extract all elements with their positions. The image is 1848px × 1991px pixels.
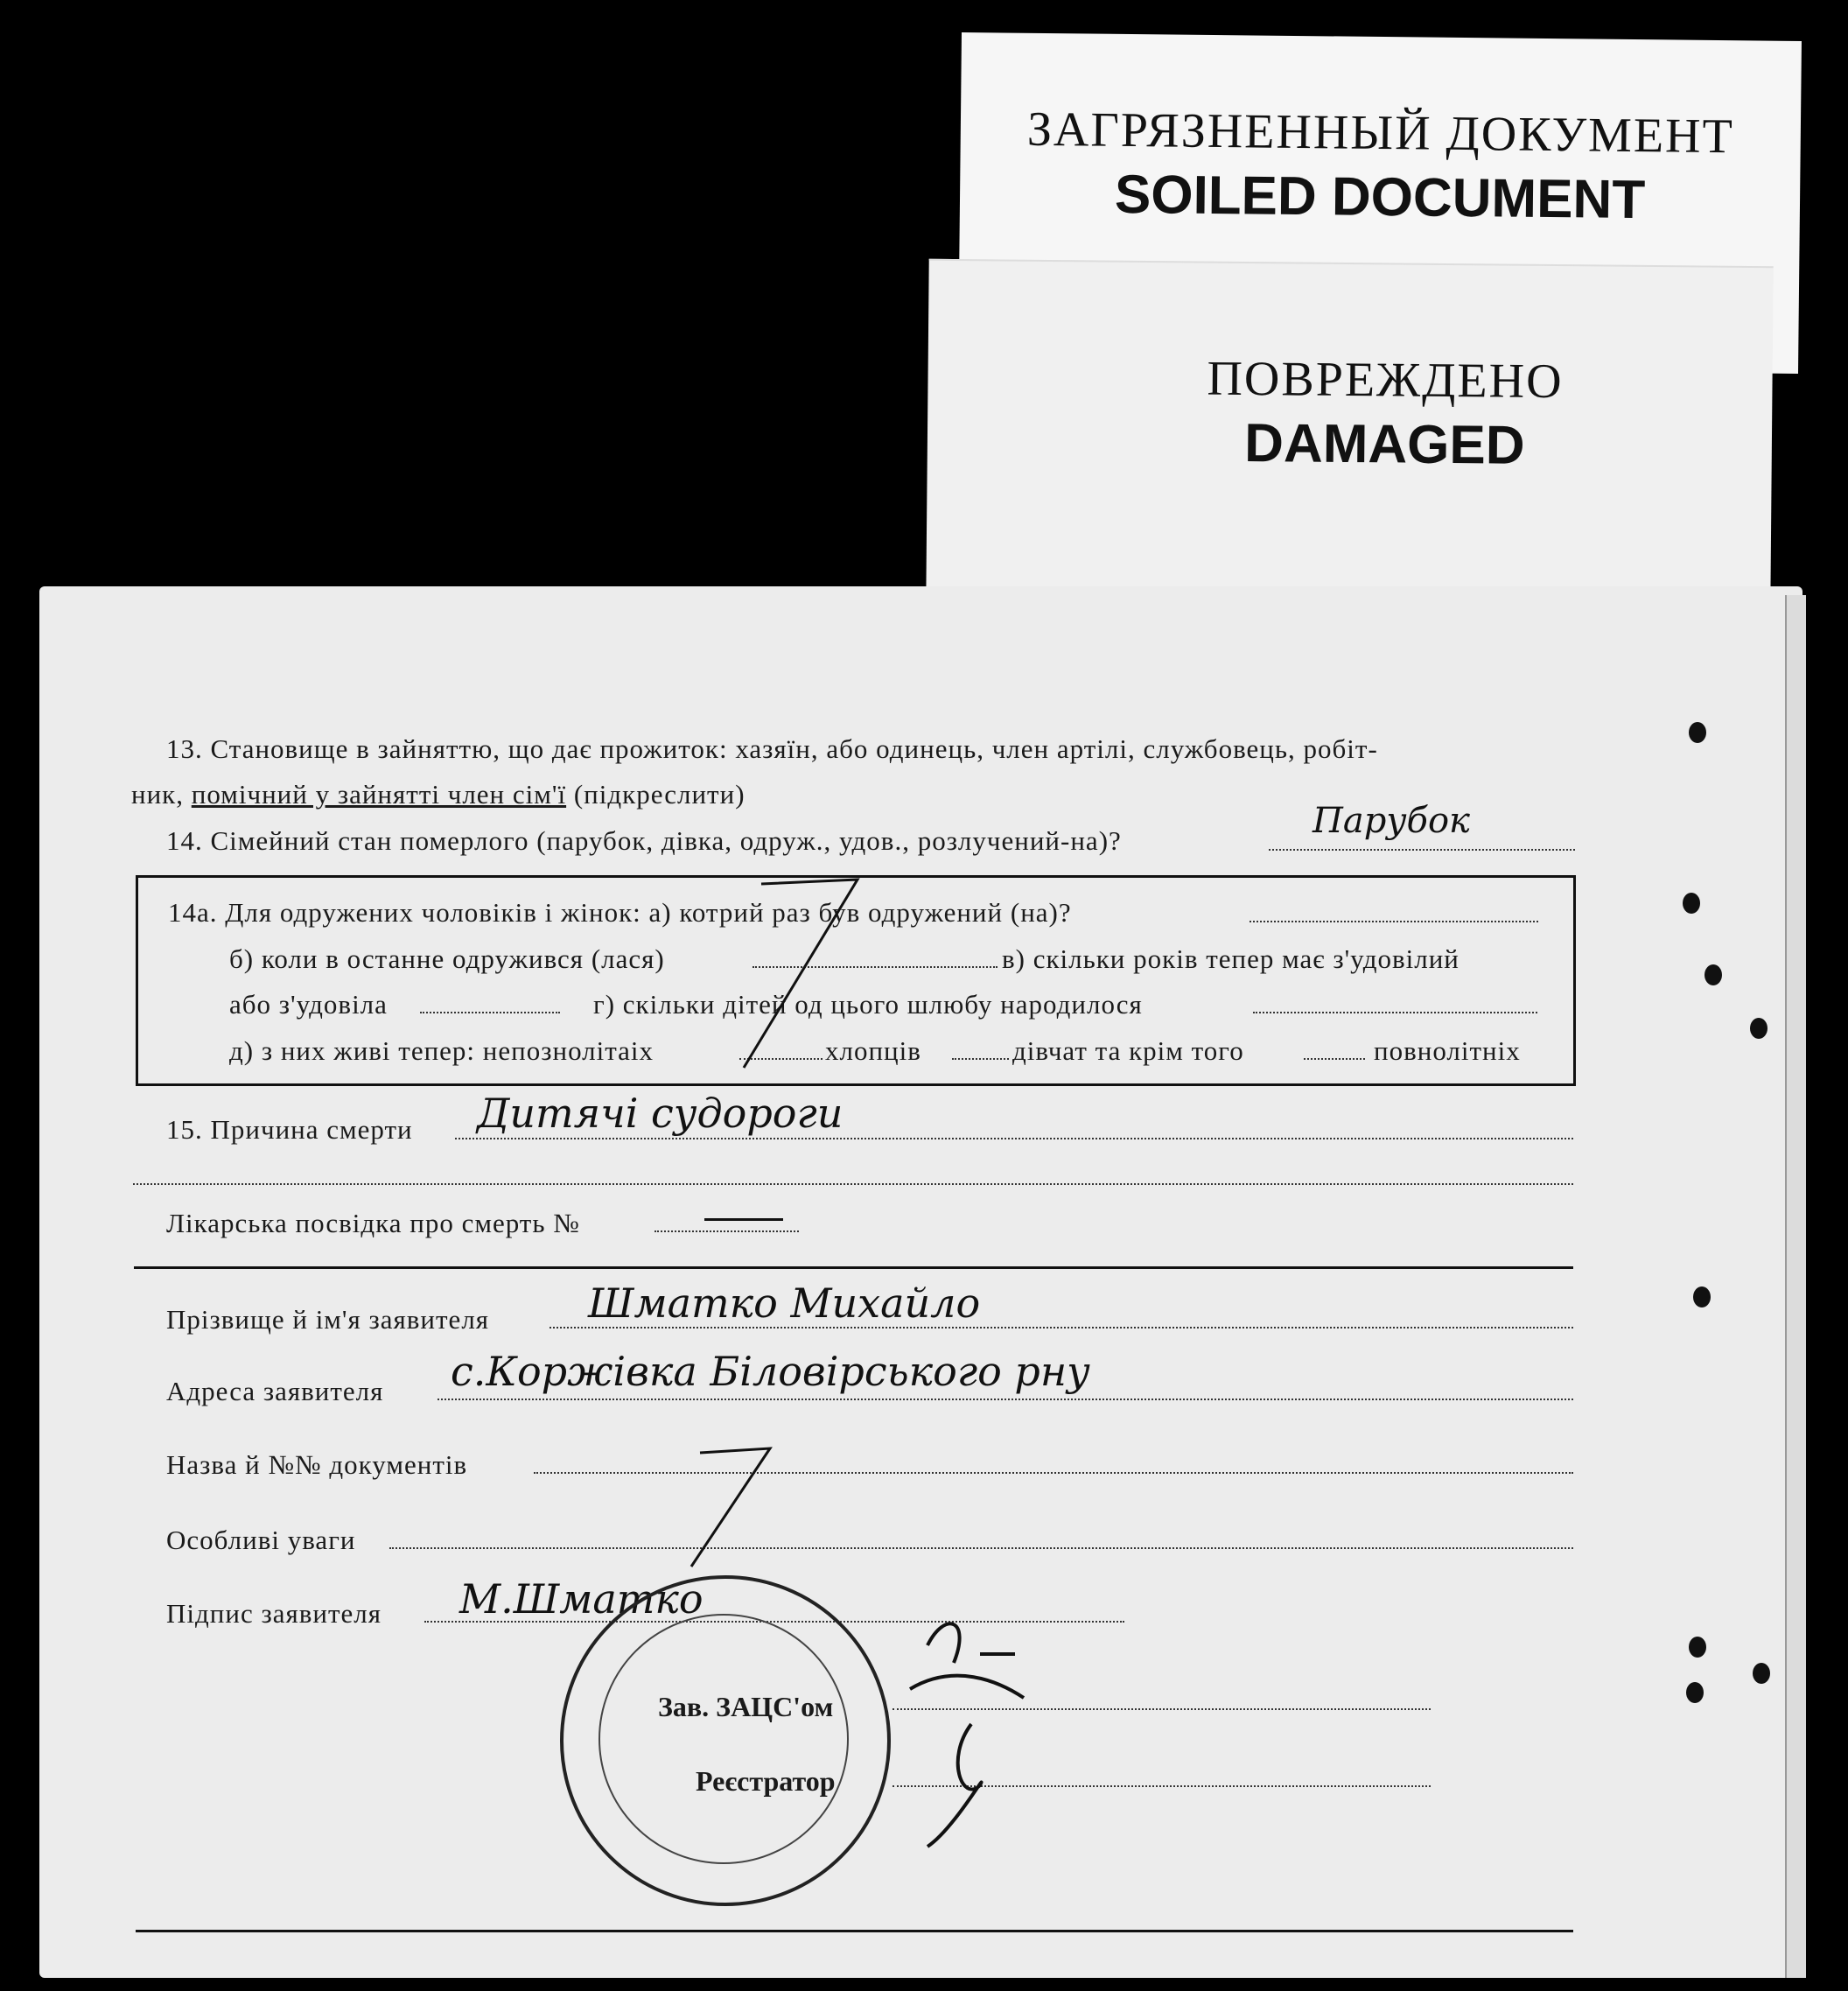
q15-answer-line-2 [133, 1183, 1573, 1185]
applicant-address-line [438, 1399, 1573, 1400]
applicant-address-label: Адреса заявителя [166, 1376, 384, 1406]
damaged-document-label [926, 259, 1773, 609]
q13-line1: 13. Становище в зайняттю, що дає прожиток: хазяїн, або одинець, член артілі, службовець, робіт- [166, 733, 1378, 764]
punch-hole [1704, 964, 1722, 985]
q14a-boys-label: хлопців [825, 1035, 921, 1066]
damaged-label-ru: ПОВРЕЖДЕНО [1207, 351, 1564, 410]
punch-hole [1689, 1637, 1706, 1658]
notes-label: Особливі уваги [166, 1525, 356, 1555]
q13-suffix: (підкреслити) [566, 779, 746, 810]
q14-question: 14. Сімейний стан померлого (парубок, дівка, одруж., удов., розлучений-на)? [166, 825, 1122, 856]
signature-label: Підпис заявителя [166, 1598, 382, 1629]
punch-hole [1683, 893, 1700, 914]
section-divider [134, 1266, 1573, 1269]
q14a-girls-answer-line [1304, 1058, 1365, 1060]
q14a-boys-answer-line [952, 1058, 1009, 1060]
q14a-g-answer-line [1253, 1012, 1537, 1013]
punch-hole [1689, 722, 1706, 743]
applicant-signature-handwritten: М.Шматко [459, 1575, 704, 1623]
q14a-a-answer-line [1250, 921, 1538, 922]
q14a-widowed-answer-line [420, 1012, 560, 1013]
punch-hole [1750, 1018, 1768, 1039]
damaged-label-en: DAMAGED [1243, 412, 1525, 476]
applicant-name-line [550, 1327, 1573, 1329]
documents-label: Назва й №№ документів [166, 1449, 468, 1480]
q14a-adults-label: повнолітніх [1374, 1035, 1521, 1066]
q13-line2 [131, 779, 746, 810]
q14a-girls-label: дівчат та крім того [1012, 1035, 1244, 1066]
q15-answer-handwritten: Дитячі судороги [477, 1090, 844, 1137]
q15-answer-line [455, 1138, 1573, 1139]
q14a-widowed-label: або з'удовіла [229, 989, 388, 1020]
q14-answer-handwritten: Парубок [1312, 801, 1470, 841]
q14a-g-label: г) скільки дітей од цього шлюбу народилося [593, 989, 1143, 1020]
sheet-edge [1785, 595, 1806, 1978]
q13-underlined-choice: помічний у зайнятті член сім'ї [191, 779, 567, 810]
notes-line [389, 1547, 1573, 1549]
strike-mark [682, 1435, 788, 1575]
punch-hole [1693, 1286, 1711, 1307]
head-zags-label: Зав. ЗАЦС'ом [658, 1691, 834, 1722]
bottom-rule [136, 1930, 1573, 1932]
q14a-d-label: д) з них живі тепер: непознолітаіх [229, 1035, 654, 1066]
soiled-label-ru: ЗАГРЯЗНЕННЫЙ ДОКУМЕНТ [1026, 102, 1735, 165]
soiled-label-en: SOILED DOCUMENT [1114, 164, 1646, 231]
medical-certificate-dash [704, 1218, 783, 1221]
q13-prefix: ник, [131, 779, 192, 810]
punch-hole [1686, 1682, 1704, 1703]
medical-certificate-label: Лікарська посвідка про смерть № [166, 1208, 580, 1238]
q14a-b-label: б) коли в останне одружився (лася) [229, 943, 665, 974]
q14-answer-line [1269, 849, 1575, 851]
q14a-v-label: в) скільки років тепер має з'удовілий [1002, 943, 1460, 974]
applicant-name-handwritten: Шматко Михайло [588, 1279, 981, 1327]
registrar-label: Реєстратор [696, 1765, 836, 1797]
strike-mark [726, 875, 866, 1076]
q14a-line1: 14а. Для одружених чоловіків і жінок: а) котрий раз був одружений (на)? [168, 897, 1072, 928]
medical-certificate-number-line [654, 1230, 799, 1232]
applicant-name-label: Прізвище й ім'я заявителя [166, 1304, 490, 1335]
official-seal [560, 1575, 891, 1906]
official-signature [892, 1602, 1041, 1855]
punch-hole [1753, 1663, 1770, 1684]
q15-cause-label: 15. Причина смерти [166, 1114, 413, 1145]
applicant-address-handwritten: с.Коржівка Біловірського рну [451, 1348, 1090, 1395]
